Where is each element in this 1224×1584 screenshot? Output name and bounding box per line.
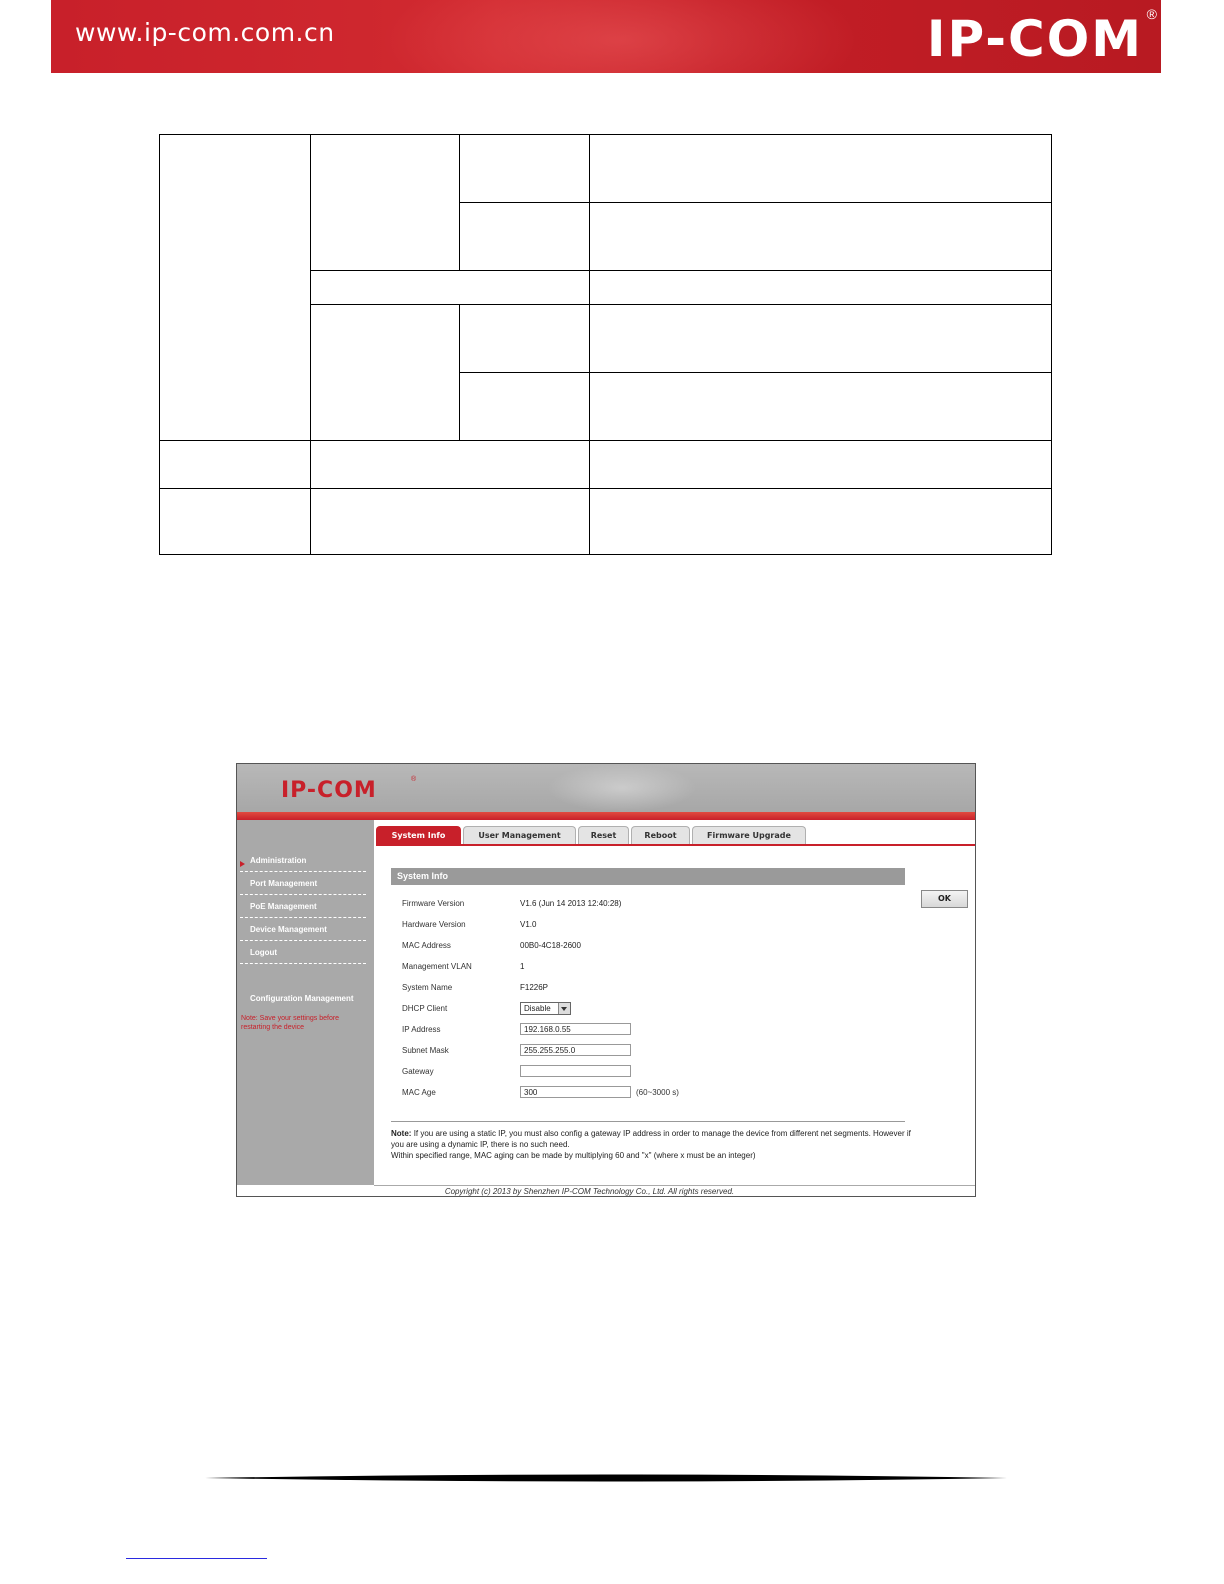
registered-mark: ® (1146, 6, 1157, 22)
copyright-footer: Copyright (c) 2013 by Shenzhen IP-COM Technology Co., Ltd. All rights reserved. (374, 1185, 975, 1197)
table-line (310, 135, 311, 554)
sidebar-note: Note: Save your settings before restarting the device (241, 1015, 340, 1031)
subnet-mask-input[interactable]: 255.255.255.0 (520, 1044, 631, 1056)
bottom-rule (205, 1470, 1007, 1480)
sidebar-item-administration[interactable]: Administration (240, 850, 366, 872)
sidebar-item-poe-management[interactable]: PoE Management (240, 896, 366, 918)
mac-address-value: 00B0-4C18-2600 (520, 941, 581, 950)
note-prefix: Note: (391, 1129, 412, 1138)
dhcp-client-label: DHCP Client (402, 1004, 448, 1013)
screenshot-header (237, 764, 975, 812)
header-red-bar (237, 812, 975, 820)
dhcp-client-selected: Disable (524, 1004, 551, 1013)
banner-swoosh (381, 0, 861, 73)
table-line (310, 304, 1052, 305)
table-line (310, 270, 1052, 271)
management-vlan-value: 1 (520, 962, 525, 971)
hardware-version-label: Hardware Version (402, 920, 466, 929)
mac-age-range: (60~3000 s) (636, 1088, 679, 1097)
dhcp-client-select[interactable] (520, 1002, 571, 1015)
note-divider (391, 1121, 905, 1122)
sidebar (237, 820, 374, 1185)
note-line-1: If you are using a static IP, you must also config a gateway IP address in order to manage the device from different net segments. However if you are using a dynamic IP, there is no such need. (391, 1129, 911, 1149)
tab-system-info[interactable]: System Info (376, 826, 461, 844)
table-line (160, 440, 1052, 441)
panel-title: System Info (391, 868, 905, 885)
sidebar-item-port-management[interactable]: Port Management (240, 873, 366, 895)
table-line (160, 488, 1052, 489)
table-line (589, 135, 590, 554)
banner-url: www.ip-com.com.cn (75, 18, 335, 47)
tab-firmware-upgrade[interactable]: Firmware Upgrade (692, 826, 806, 844)
mac-age-label: MAC Age (402, 1088, 436, 1097)
sidebar-item-configuration-management[interactable]: Configuration Management (250, 994, 354, 1003)
page-header-banner (51, 0, 1161, 73)
tab-user-management[interactable]: User Management (463, 826, 576, 844)
management-vlan-label: Management VLAN (402, 962, 472, 971)
tab-underline (376, 844, 975, 846)
gateway-input[interactable] (520, 1065, 631, 1077)
mac-age-input[interactable]: 300 (520, 1086, 631, 1098)
ok-button[interactable]: OK (921, 890, 968, 908)
screenshot-logo-mark: ® (411, 776, 417, 783)
spec-table (159, 134, 1052, 555)
chevron-down-icon[interactable] (558, 1003, 570, 1014)
subnet-mask-label: Subnet Mask (402, 1046, 449, 1055)
tab-reset[interactable]: Reset (578, 826, 629, 844)
gateway-label: Gateway (402, 1067, 434, 1076)
firmware-version-label: Firmware Version (402, 899, 465, 908)
sidebar-item-logout[interactable]: Logout (240, 942, 366, 964)
bottom-rule-shape (205, 1473, 1007, 1483)
brand-logo: IP-COM (926, 10, 1143, 68)
note-text (391, 1128, 911, 1161)
bottom-link-underline (126, 1558, 267, 1559)
world-map-graphic (547, 764, 697, 812)
table-line (459, 202, 1052, 203)
mac-address-label: MAC Address (402, 941, 451, 950)
ui-screenshot (236, 763, 976, 1197)
ip-address-label: IP Address (402, 1025, 441, 1034)
note-line-2: Within specified range, MAC aging can be made by multiplying 60 and "x" (where x must be an integer) (391, 1151, 756, 1160)
sidebar-item-device-management[interactable]: Device Management (240, 919, 366, 941)
hardware-version-value: V1.0 (520, 920, 537, 929)
table-line (459, 372, 1052, 373)
tab-reboot[interactable]: Reboot (631, 826, 690, 844)
screenshot-logo: IP-COM (281, 778, 377, 803)
firmware-version-value: V1.6 (Jun 14 2013 12:40:28) (520, 899, 622, 908)
ip-address-input[interactable]: 192.168.0.55 (520, 1023, 631, 1035)
system-name-label: System Name (402, 983, 453, 992)
system-name-value: F1226P (520, 983, 549, 992)
